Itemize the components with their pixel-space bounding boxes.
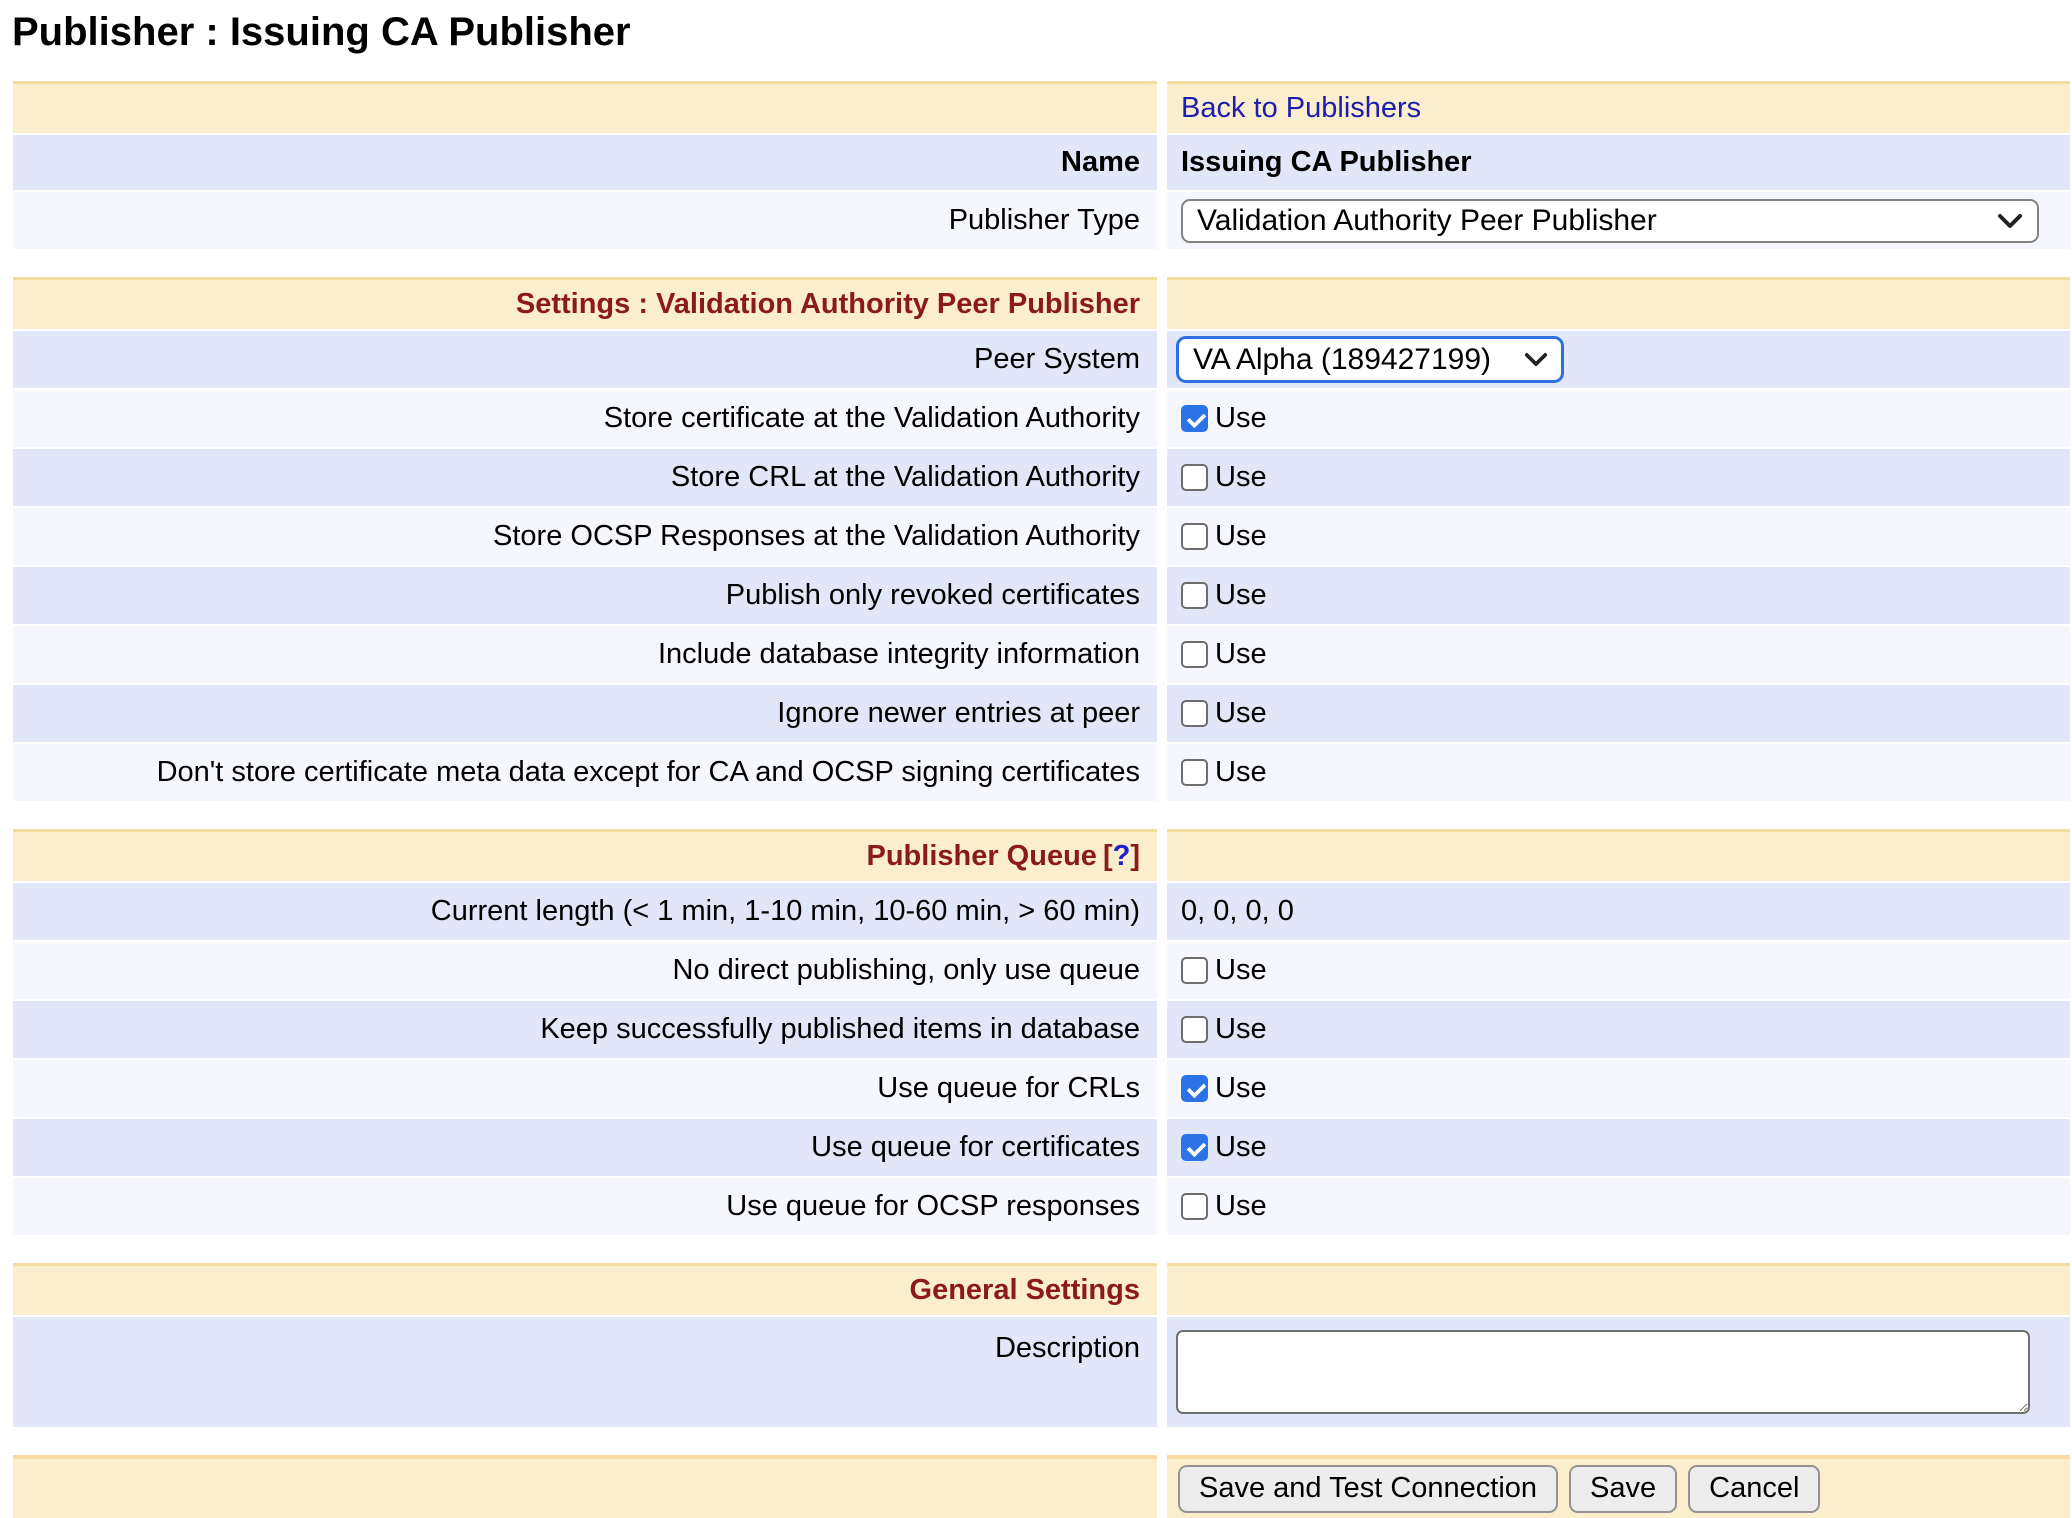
queue-setting-label: Use queue for CRLs [13,1060,1157,1117]
use-checkbox[interactable] [1181,759,1208,786]
queue-use-cell [1167,1178,2070,1235]
setting-label: Include database integrity information [13,626,1157,683]
use-checkbox[interactable] [1181,1075,1208,1102]
use-checkbox[interactable] [1181,957,1208,984]
queue-use-cell [1167,1119,2070,1176]
setting-label: Ignore newer entries at peer [13,685,1157,742]
description-label: Description [13,1317,1157,1427]
queue-length-value: 0, 0, 0, 0 [1167,883,2070,940]
queue-section-header [13,829,1157,881]
use-checkbox-label: Use [1215,1013,1267,1045]
description-textarea[interactable] [1176,1330,2030,1414]
use-checkbox[interactable] [1181,523,1208,550]
general-header-spacer [1167,1263,2070,1315]
use-checkbox-label: Use [1215,697,1267,729]
queue-setting-label: Use queue for certificates [13,1119,1157,1176]
queue-setting-label: Keep successfully published items in database [13,1001,1157,1058]
setting-use-cell [1167,508,2070,565]
save-and-test-connection-button[interactable]: Save and Test Connection [1178,1465,1558,1513]
header-spacer-cell [13,81,1157,133]
publisher-info-table [13,81,2070,249]
use-checkbox[interactable] [1181,464,1208,491]
use-checkbox[interactable] [1181,641,1208,668]
page-title: Publisher : Issuing CA Publisher [12,10,631,54]
settings-table [13,277,2070,801]
queue-setting-label: No direct publishing, only use queue [13,942,1157,999]
publisher-queue-table [13,829,2070,1235]
actions-cell [1167,1455,2070,1518]
setting-use-cell [1167,390,2070,447]
queue-header-text: Publisher Queue [866,840,1097,872]
description-cell [1167,1317,2070,1427]
general-settings-table [13,1263,2070,1427]
setting-use-cell [1167,685,2070,742]
publisher-type-select[interactable] [1181,199,2039,243]
use-checkbox-label: Use [1215,520,1267,552]
setting-label: Publish only revoked certificates [13,567,1157,624]
setting-label: Store OCSP Responses at the Validation Authority [13,508,1157,565]
use-checkbox[interactable] [1181,1134,1208,1161]
actions-spacer-cell [13,1455,1157,1518]
use-checkbox-label: Use [1215,579,1267,611]
header-nav-cell [1167,81,2070,133]
use-checkbox[interactable] [1181,582,1208,609]
queue-setting-label: Use queue for OCSP responses [13,1178,1157,1235]
publisher-type-label: Publisher Type [13,192,1157,249]
peer-system-cell [1167,331,2070,388]
queue-header-spacer [1167,829,2070,881]
publisher-type-select-wrap [1181,199,2039,243]
use-checkbox[interactable] [1181,1193,1208,1220]
general-section-header: General Settings [13,1263,1157,1315]
use-checkbox-label: Use [1215,1190,1267,1222]
setting-use-cell [1167,744,2070,801]
settings-header-spacer [1167,277,2070,329]
setting-use-cell [1167,626,2070,683]
queue-use-cell [1167,1060,2070,1117]
queue-use-cell [1167,942,2070,999]
peer-system-label: Peer System [13,331,1157,388]
setting-label: Store CRL at the Validation Authority [13,449,1157,506]
queue-help-link[interactable]: [?] [1102,840,1140,872]
use-checkbox-label: Use [1215,402,1267,434]
peer-system-select-wrap [1176,336,1564,383]
name-label: Name [13,135,1157,190]
use-checkbox-label: Use [1215,756,1267,788]
use-checkbox-label: Use [1215,638,1267,670]
setting-label: Don't store certificate meta data except for CA and OCSP signing certificates [13,744,1157,801]
use-checkbox-label: Use [1215,1131,1267,1163]
use-checkbox[interactable] [1181,1016,1208,1043]
use-checkbox[interactable] [1181,405,1208,432]
use-checkbox[interactable] [1181,700,1208,727]
queue-length-label: Current length (< 1 min, 1-10 min, 10-60 min, > 60 min) [13,883,1157,940]
setting-use-cell [1167,567,2070,624]
cancel-button[interactable]: Cancel [1688,1465,1820,1513]
use-checkbox-label: Use [1215,954,1267,986]
setting-label: Store certificate at the Validation Authority [13,390,1157,447]
publisher-type-cell [1167,192,2070,249]
use-checkbox-label: Use [1215,1072,1267,1104]
back-to-publishers-link[interactable]: Back to Publishers [1181,92,1422,124]
peer-system-select[interactable] [1176,336,1564,383]
use-checkbox-label: Use [1215,461,1267,493]
save-button[interactable]: Save [1569,1465,1677,1513]
settings-section-header: Settings : Validation Authority Peer Publisher [13,277,1157,329]
queue-use-cell [1167,1001,2070,1058]
name-value: Issuing CA Publisher [1167,135,2070,190]
actions-table [13,1455,2070,1518]
setting-use-cell [1167,449,2070,506]
